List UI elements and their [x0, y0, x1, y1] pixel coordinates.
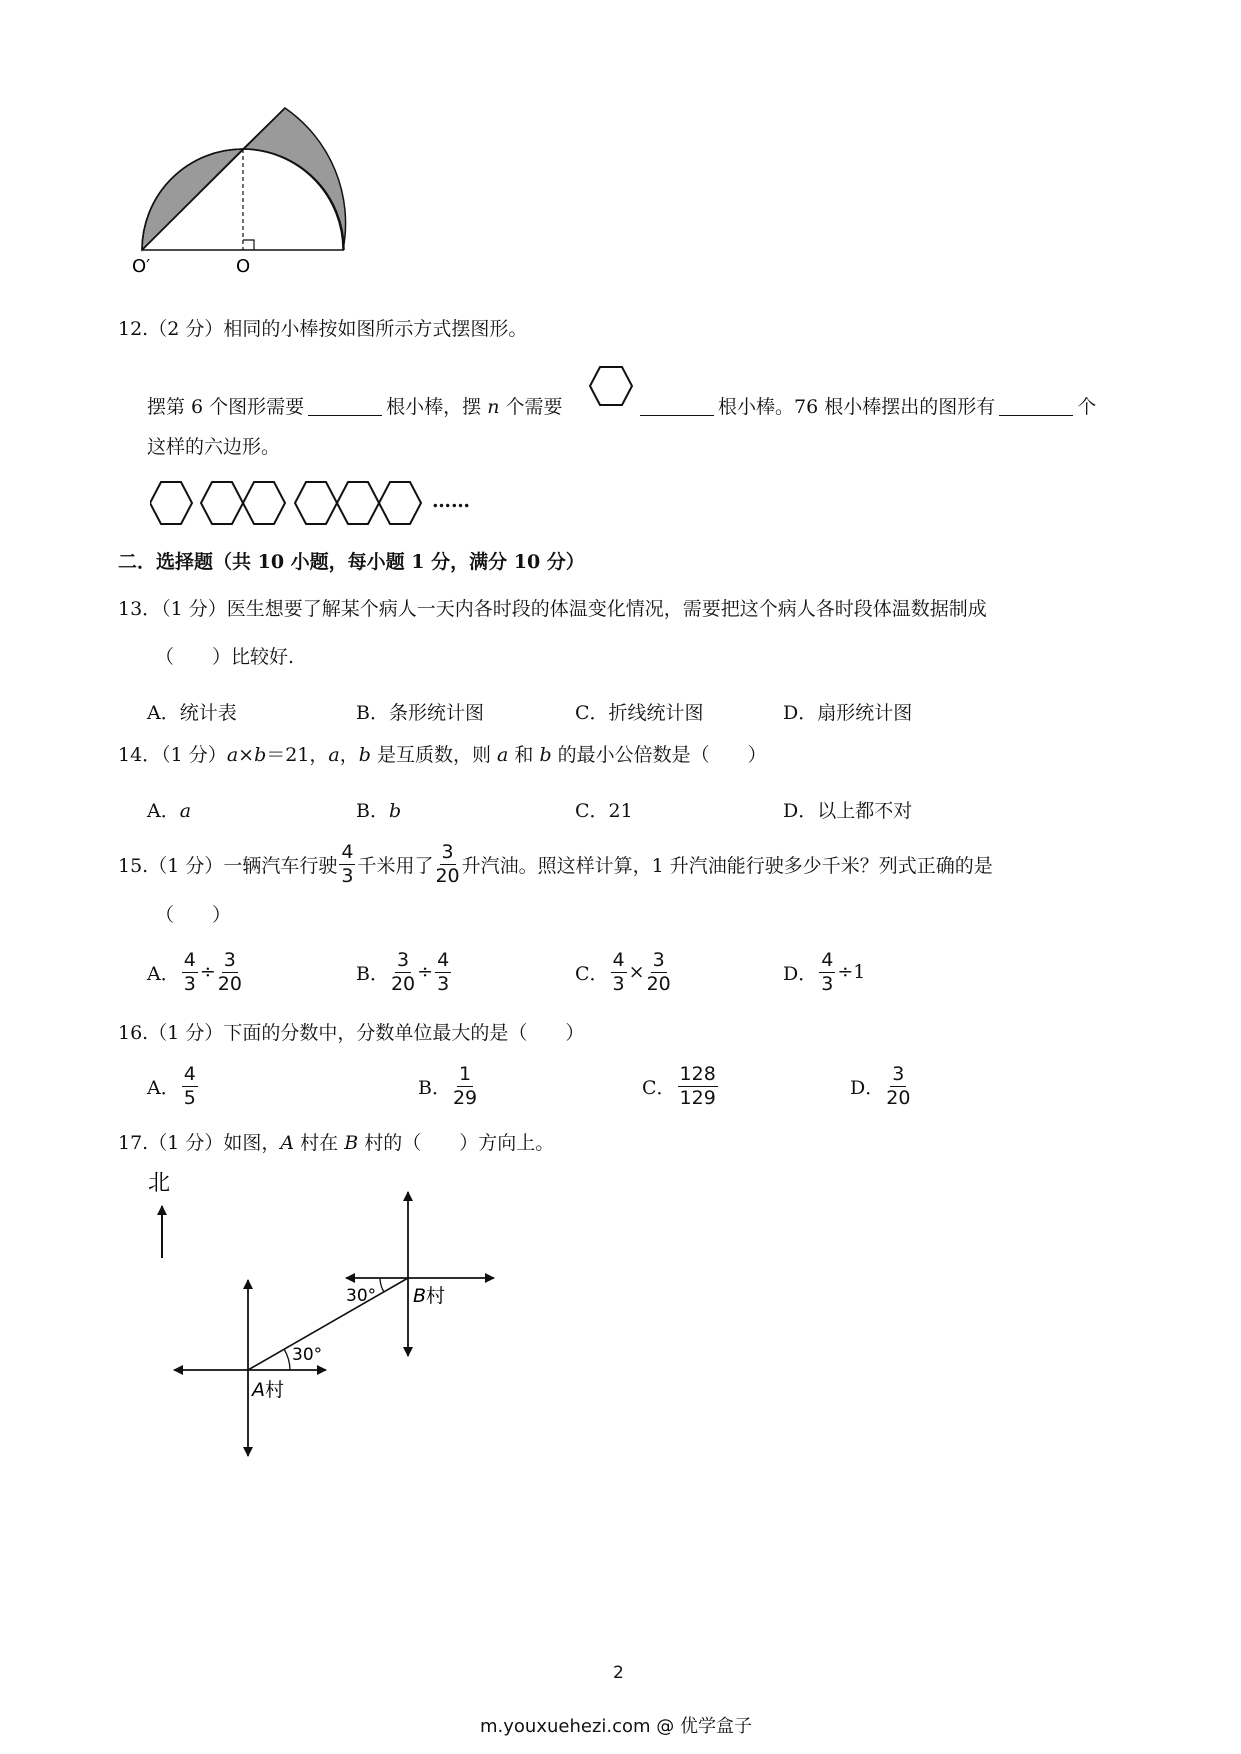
numerator: 4 — [612, 948, 625, 971]
q13-option-b[interactable]: B．条形统计图 — [356, 702, 484, 724]
fraction — [435, 842, 459, 887]
fraction — [435, 950, 451, 995]
q17-mid: 村在 — [294, 1132, 345, 1154]
answer-blank-3[interactable] — [999, 396, 1073, 416]
village-b-label: B村 — [413, 1285, 446, 1307]
angle-arc-b — [380, 1278, 384, 1292]
var-b: b — [539, 744, 552, 766]
denominator: 3 — [821, 972, 834, 995]
q14-comma: ， — [339, 744, 359, 766]
numerator: 128 — [679, 1062, 716, 1085]
q14-option-a[interactable] — [147, 796, 191, 823]
denominator: 3 — [341, 864, 354, 887]
numerator: 4 — [183, 1062, 196, 1085]
q13-option-c[interactable]: C．折线统计图 — [575, 702, 704, 724]
denominator: 5 — [183, 1086, 196, 1109]
numerator: 1 — [459, 1062, 472, 1085]
fraction — [182, 950, 198, 995]
label-o: O — [236, 256, 251, 277]
option-label: A． — [147, 800, 180, 822]
hexagon-icon — [588, 364, 634, 408]
label-o-prime: O′ — [132, 256, 151, 277]
diagonal-line — [142, 108, 285, 250]
q15-option-b[interactable] — [356, 944, 453, 1000]
fraction — [819, 950, 835, 995]
q14-stem — [118, 746, 767, 765]
fraction — [886, 1064, 910, 1109]
numerator: 4 — [183, 948, 196, 971]
q15-option-d[interactable] — [783, 944, 865, 1000]
option-label: C． — [575, 962, 609, 985]
operator: ÷ — [199, 961, 216, 983]
q15-tail: 升汽油。照这样计算，1 升汽油能行驶多少千米？列式正确的是 — [461, 854, 993, 877]
numerator: 4 — [437, 948, 450, 971]
q14-tail: 的最小公倍数是（ ） — [551, 744, 767, 766]
q15-stem — [118, 836, 993, 892]
answer-blank-2[interactable] — [640, 396, 714, 416]
operator: × — [628, 961, 645, 983]
denominator: 3 — [183, 972, 196, 995]
times-sign: × — [238, 744, 255, 766]
q14-and: 和 — [508, 744, 540, 766]
var-a: a — [226, 744, 239, 766]
village-a-label: A村 — [252, 1379, 285, 1401]
option-label: D． — [783, 962, 818, 985]
operator: ÷ — [417, 961, 434, 983]
angle-label-a: 30° — [292, 1345, 323, 1365]
fraction — [182, 1064, 198, 1109]
hexagon-icon — [295, 482, 337, 524]
q14-eq: ＝21， — [266, 744, 329, 766]
operator: ÷1 — [837, 961, 866, 983]
hexagon-icon — [337, 482, 379, 524]
option-label: C． — [642, 1076, 676, 1099]
shaded-region-right — [243, 108, 346, 250]
denominator: 3 — [612, 972, 625, 995]
q13-stem2: （ ）比较好. — [155, 646, 295, 668]
north-label: 北 — [148, 1171, 171, 1196]
option-label: A． — [147, 962, 180, 985]
numerator: 3 — [223, 948, 236, 971]
numerator: 3 — [652, 948, 665, 971]
q16-option-a[interactable] — [147, 1058, 200, 1114]
var-b: b — [254, 744, 267, 766]
q12-text-e: 个 — [1077, 396, 1097, 418]
q16-option-b[interactable] — [418, 1058, 479, 1114]
q12-stem: 12.（2 分）相同的小棒按如图所示方式摆图形。 — [118, 318, 528, 340]
hexagon-icon — [201, 482, 243, 524]
q13-option-d[interactable]: D．扇形统计图 — [783, 702, 913, 724]
q17-tail: 村的（ ）方向上。 — [358, 1132, 555, 1154]
denominator: 20 — [886, 1086, 911, 1109]
option-label: D． — [850, 1076, 885, 1099]
angle-label-b: 30° — [346, 1286, 377, 1306]
var-b: b — [358, 744, 371, 766]
page-number: 2 — [613, 1663, 624, 1683]
numerator: 3 — [441, 840, 454, 863]
hexagon-icon — [150, 482, 192, 524]
option-label: B． — [356, 962, 389, 985]
q17-direction-diagram — [140, 1160, 510, 1460]
option-value: a — [179, 800, 192, 822]
q15-option-a[interactable] — [147, 944, 244, 1000]
q12-dots: …… — [432, 490, 470, 512]
q16-stem: 16.（1 分）下面的分数中，分数单位最大的是（ ） — [118, 1022, 585, 1044]
option-value: b — [388, 800, 402, 822]
q12-text-a: 摆第 6 个图形需要 — [147, 396, 305, 418]
numerator: 4 — [821, 948, 834, 971]
hexagon-sequence — [150, 478, 430, 528]
denominator: 129 — [679, 1086, 716, 1109]
option-label: A． — [147, 1076, 180, 1099]
fraction — [647, 950, 671, 995]
right-angle-mark — [243, 240, 254, 250]
q12-text-d: 根小棒。76 根小棒摆出的图形有 — [718, 396, 996, 418]
denominator: 20 — [217, 972, 242, 995]
angle-arc-a — [284, 1349, 290, 1370]
section-2-title: 二．选择题（共 10 小题，每小题 1 分，满分 10 分） — [118, 551, 585, 573]
fraction — [453, 1064, 477, 1109]
var-b: B — [344, 1132, 359, 1154]
q12-var-n: n — [487, 396, 500, 418]
q14-mid: 是互质数，则 — [370, 744, 498, 766]
q11-figure — [130, 100, 370, 280]
denominator: 20 — [435, 864, 460, 887]
var-a: a — [328, 744, 340, 766]
fraction — [678, 1064, 718, 1109]
numerator: 4 — [341, 840, 354, 863]
denominator: 29 — [452, 1086, 478, 1109]
numerator: 3 — [397, 948, 410, 971]
q12-line2: 这样的六边形。 — [147, 436, 281, 458]
q12-line1 — [147, 396, 563, 417]
fraction — [339, 842, 355, 887]
q16-option-d[interactable] — [850, 1058, 912, 1114]
q16-option-c[interactable] — [642, 1058, 720, 1114]
answer-blank-1[interactable] — [308, 396, 382, 416]
q14-prefix: 14．（1 分） — [118, 744, 227, 766]
q14-option-d[interactable]: D．以上都不对 — [783, 800, 913, 822]
denominator: 3 — [437, 972, 450, 995]
hexagon-icon — [379, 482, 421, 524]
q15-option-c[interactable] — [575, 944, 673, 1000]
q17-prefix: 17.（1 分）如图， — [118, 1132, 281, 1154]
q13-stem: 13．（1 分）医生想要了解某个病人一天内各时段的体温变化情况，需要把这个病人各时段体温数据制成 — [118, 598, 987, 620]
q15-mid: 千米用了 — [357, 854, 434, 877]
fraction — [391, 950, 415, 995]
hexagon-icon — [243, 482, 285, 524]
q12-text-b: 根小棒，摆 — [386, 396, 482, 418]
q13-option-a[interactable]: A．统计表 — [147, 702, 237, 724]
footer-watermark: m.youxuehezi.com @ 优学盒子 — [480, 1716, 753, 1737]
q15-paren: （ ） — [155, 904, 232, 926]
fraction — [611, 950, 627, 995]
option-label: B． — [418, 1076, 451, 1099]
q14-option-b[interactable] — [356, 796, 401, 823]
q14-option-c[interactable]: C．21 — [575, 800, 633, 822]
q12-line1-cont — [636, 396, 1096, 417]
var-a: A — [280, 1132, 295, 1154]
q15-prefix: 15.（1 分）一辆汽车行驶 — [118, 854, 338, 877]
numerator: 3 — [892, 1062, 905, 1085]
denominator: 20 — [390, 972, 416, 995]
fraction — [218, 950, 242, 995]
q12-text-c: 个需要 — [505, 396, 563, 418]
denominator: 20 — [646, 972, 671, 995]
var-a: a — [497, 744, 509, 766]
option-label: B． — [356, 800, 389, 822]
q17-stem — [118, 1134, 554, 1153]
